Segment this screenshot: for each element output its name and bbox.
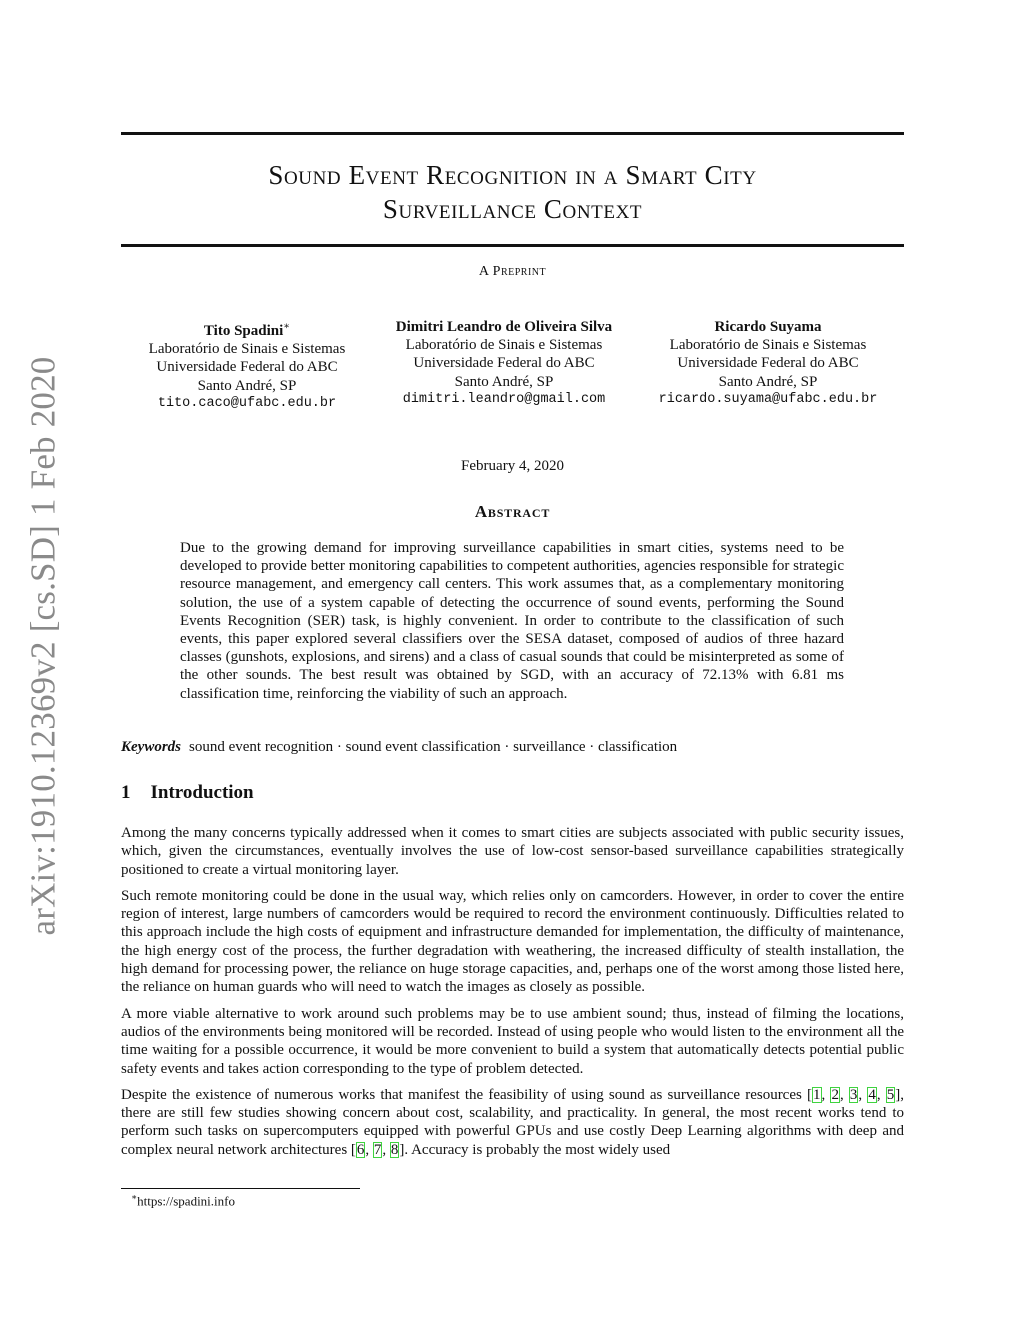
keywords-label: Keywords bbox=[121, 739, 181, 755]
preprint-label: A Preprint bbox=[478, 264, 547, 279]
title-line-1: Sound Event Recognition in a Smart City bbox=[268, 160, 757, 190]
footnote-rule bbox=[121, 1188, 360, 1189]
arxiv-identifier-text: arXiv:1910.12369v2 [cs.SD] 1 Feb 2020 bbox=[24, 356, 63, 936]
author-email[interactable]: ricardo.suyama@ufabc.edu.br bbox=[658, 391, 878, 407]
author-email[interactable]: dimitri.leandro@gmail.com bbox=[402, 391, 606, 407]
title-line-2: Surveillance Context bbox=[382, 194, 643, 224]
keywords-text: sound event recognition · sound event classification · surveillance · classification bbox=[189, 739, 678, 755]
section-title: Introduction bbox=[150, 782, 254, 803]
author-university: Universidade Federal do ABC bbox=[156, 359, 338, 376]
citation-link[interactable]: 1 bbox=[813, 1086, 821, 1103]
author-3 bbox=[635, 318, 901, 409]
section-number: 1 bbox=[121, 782, 131, 803]
author-block bbox=[121, 318, 904, 418]
author-location: Santo André, SP bbox=[454, 373, 554, 390]
author-name: Dimitri Leandro de Oliveira Silva bbox=[395, 319, 613, 335]
title-bottom-rule bbox=[121, 244, 904, 247]
paragraph-3: A more viable alternative to work around such problems may be to use ambient sound; thus, instead of filming the locations, audios of the environments being monitored will be recorded. Instead of using people who would listen to the environment all the time waiting for a possible occurrence, it would be more convenient to build a system that automatically detects potential public safety events and takes action corresponding to the type of problem detected. bbox=[121, 1005, 904, 1077]
author-name: Tito Spadini bbox=[203, 323, 284, 339]
paragraph-4-end: . Accuracy is probably the most widely used bbox=[404, 1141, 671, 1158]
paragraph-4-start: Despite the existence of numerous works that manifest the feasibility of using sound as surveillance resources bbox=[121, 1086, 802, 1103]
author-affiliation: Laboratório de Sinais e Sistemas bbox=[669, 337, 867, 354]
citation-link[interactable]: 7 bbox=[373, 1141, 382, 1158]
publication-date: February 4, 2020 bbox=[461, 458, 564, 474]
keywords-line bbox=[121, 739, 904, 756]
abstract-heading: Abstract bbox=[474, 502, 551, 521]
author-affiliation: Laboratório de Sinais e Sistemas bbox=[405, 337, 603, 354]
footnote-mark: ∗ bbox=[283, 321, 291, 332]
paragraph-4: Despite the existence of numerous works that manifest the feasibility of using sound as surveillance resources [1, 2, 3, 4, 5], there are still few studies showing concern about cost, scalability, and practicality. In general, the most recent works tend to perform such tasks on supercomputers equipped with powerful GPUs and use costly Deep Learning algorithms with deep and complex neural network architectures [6, 7, 8]. Accuracy is probably the most widely used bbox=[121, 1086, 905, 1158]
citation-link[interactable]: 8 bbox=[390, 1141, 399, 1158]
author-location: Santo André, SP bbox=[718, 373, 818, 390]
footnote-mark: ∗ bbox=[131, 1192, 138, 1202]
citation-link[interactable]: 3 bbox=[849, 1086, 858, 1103]
author-name: Ricardo Suyama bbox=[714, 319, 822, 335]
citation-link[interactable]: 5 bbox=[886, 1086, 895, 1103]
author-2 bbox=[373, 318, 635, 409]
paragraph-1: Among the many concerns typically addressed when it comes to smart cities are subjects associated with public security issues, which, given the circumstances, eventually involves the use of low-cost sensor-based surveillance capabilities strategically positioned to create a virtual monitoring layer. bbox=[121, 825, 904, 878]
arxiv-identifier bbox=[20, 356, 68, 936]
footnote-url[interactable]: https://spadini.info bbox=[137, 1193, 235, 1209]
citation-link[interactable]: 6 bbox=[356, 1141, 365, 1158]
paper-title bbox=[121, 158, 904, 226]
abstract-text: Due to the growing demand for improving surveillance capabilities in smart cities, systems need to be developed to provide better monitoring capabilities to competent authorities, agencies responsible for strategic resource management, and emergency call centers. This work assumes that, as a complementary monitoring solution, the use of a system capable of detecting the occurrence of sound events, performing the Sound Events Recognition (SER) task, is highly convenient. In order to contribute to the classification of such events, this paper explored several classifiers over the SESA dataset, composed of audios of three hazard classes (gunshots, explosions, and sirens) and a class of casual sounds that could be misinterpreted as some of the other sounds. The best result was obtained by SGD, with an accuracy of 72.13% with 6.81 ms classification time, reinforcing the viability of such an approach. bbox=[180, 540, 844, 702]
footnote bbox=[131, 1192, 235, 1209]
author-university: Universidade Federal do ABC bbox=[413, 355, 595, 372]
author-affiliation: Laboratório de Sinais e Sistemas bbox=[148, 341, 346, 358]
author-university: Universidade Federal do ABC bbox=[677, 355, 859, 372]
paragraph-4-mid: , there are still few studies showing concern about cost, scalability, and practicality. In general, the most recent works tend to perform such tasks on supercomputers equipped with powerful GPUs and use costly Deep Learning algorithms with deep and complex neural network architectures bbox=[121, 1086, 905, 1158]
section-heading bbox=[121, 782, 254, 804]
citation-link[interactable]: 2 bbox=[831, 1086, 839, 1103]
citation-link[interactable]: 4 bbox=[868, 1086, 876, 1103]
title-top-rule bbox=[121, 132, 904, 135]
section-body bbox=[121, 824, 904, 1167]
author-email[interactable]: tito.caco@ufabc.edu.br bbox=[157, 395, 337, 411]
author-location: Santo André, SP bbox=[197, 377, 297, 394]
paragraph-2: Such remote monitoring could be done in the usual way, which relies only on camcorders. However, in order to cover the entire region of interest, large numbers of camcorders would be required to record the environment continuously. Difficulties related to this approach include the high costs of equipment and infrastructure demanded for implementation, the difficulty of maintenance, the high energy cost of the process, the further degradation with weathering, the increased difficulty of stealth installation, the high demand for processing power, the reliance on huge storage capacities, and, perhaps one of the worst among those listed here, the reliance on human guards who will need to watch the images as closely as possible. bbox=[121, 887, 904, 996]
author-1 bbox=[121, 318, 373, 413]
